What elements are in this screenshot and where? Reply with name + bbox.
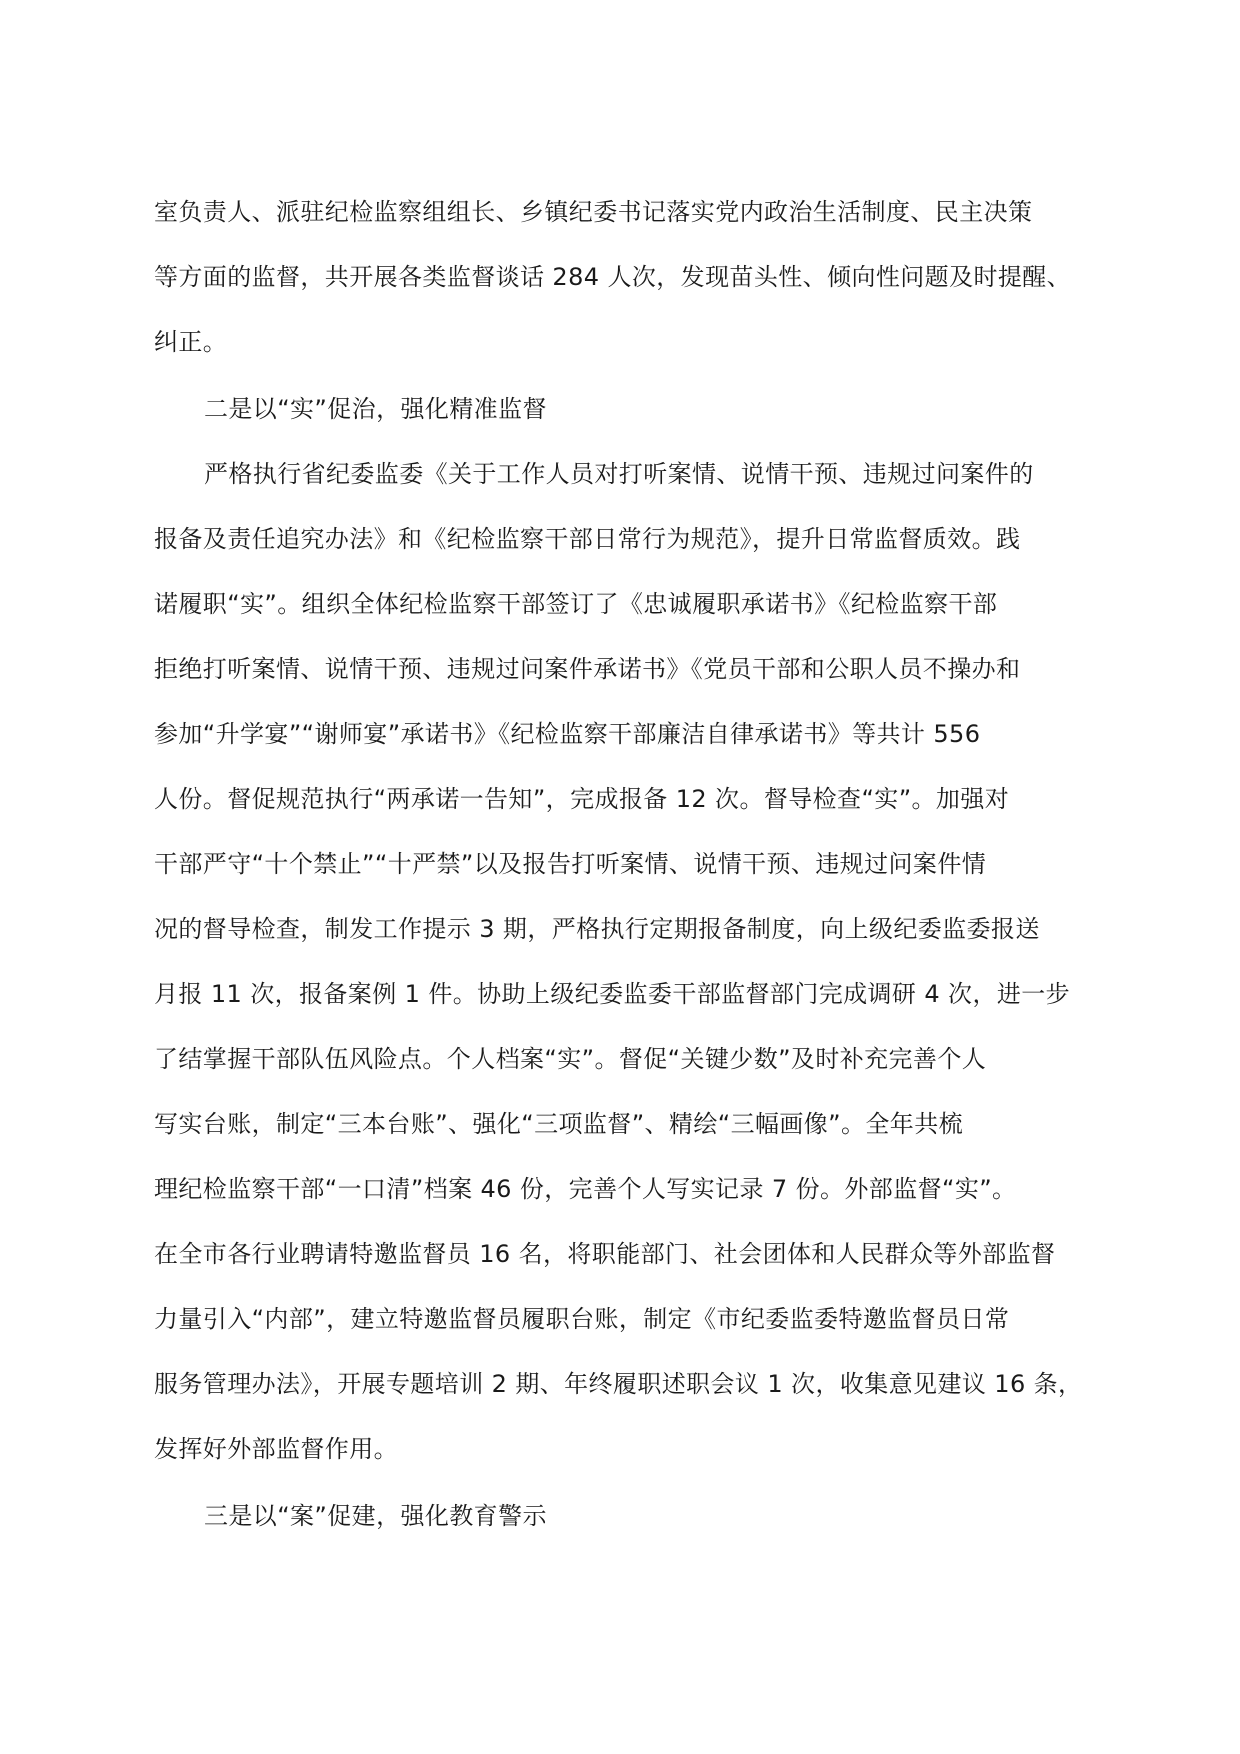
paragraph-2-line: 诺履职“实”。组织全体纪检监察干部签订了《忠诚履职承诺书》《纪检监察干部: [154, 590, 998, 618]
paragraph-1-line: 等方面的监督，共开展各类监督谈话 284 人次，发现苗头性、倾向性问题及时提醒、: [154, 263, 1072, 291]
paragraph-2-line: 人份。督促规范执行“两承诺一告知”，完成报备 12 次。督导检查“实”。加强对: [154, 785, 1010, 813]
paragraph-2-line: 月报 11 次，报备案例 1 件。协助上级纪委监委干部监督部门完成调研 4 次，进一步: [154, 980, 1071, 1008]
paragraph-2-line: 发挥好外部监督作用。: [154, 1435, 398, 1463]
section-heading-2: 二是以“实”促治，强化精准监督: [204, 395, 547, 423]
paragraph-2-line: 在全市各行业聘请特邀监督员 16 名，将职能部门、社会团体和人民群众等外部监督: [154, 1240, 1056, 1268]
paragraph-2-line: 写实台账，制定“三本台账”、强化“三项监督”、精绘“三幅画像”。全年共梳: [154, 1110, 963, 1138]
paragraph-2-line: 了结掌握干部队伍风险点。个人档案“实”。督促“关键少数”及时补充完善个人: [154, 1045, 987, 1073]
paragraph-2-line: 报备及责任追究办法》和《纪检监察干部日常行为规范》，提升日常监督质效。践: [154, 525, 1021, 553]
paragraph-1-line: 纠正。: [154, 328, 228, 356]
paragraph-2-line: 服务管理办法》，开展专题培训 2 期、年终履职述职会议 1 次，收集意见建议 16 条，: [154, 1370, 1083, 1398]
paragraph-2-line: 况的督导检查，制发工作提示 3 期，严格执行定期报备制度，向上级纪委监委报送: [154, 915, 1040, 943]
paragraph-2-line: 干部严守“十个禁止”“十严禁”以及报告打听案情、说情干预、违规过问案件情: [154, 850, 987, 878]
document-body: [154, 180, 1084, 1549]
paragraph-2-line: 参加“升学宴”“谢师宴”承诺书》《纪检监察干部廉洁自律承诺书》等共计 556: [154, 720, 981, 748]
paragraph-2-line: 力量引入“内部”，建立特邀监督员履职台账，制定《市纪委监委特邀监督员日常: [154, 1305, 1010, 1333]
paragraph-2-line: 严格执行省纪委监委《关于工作人员对打听案情、说情干预、违规过问案件的: [204, 460, 1034, 488]
paragraph-2-line: 理纪检监察干部“一口清”档案 46 份，完善个人写实记录 7 份。外部监督“实”。: [154, 1175, 1017, 1203]
paragraph-2-line: 拒绝打听案情、说情干预、违规过问案件承诺书》《党员干部和公职人员不操办和: [154, 655, 1021, 683]
section-heading-3: 三是以“案”促建，强化教育警示: [204, 1502, 547, 1530]
paragraph-1-line: 室负责人、派驻纪检监察组组长、乡镇纪委书记落实党内政治生活制度、民主决策: [154, 198, 1033, 226]
